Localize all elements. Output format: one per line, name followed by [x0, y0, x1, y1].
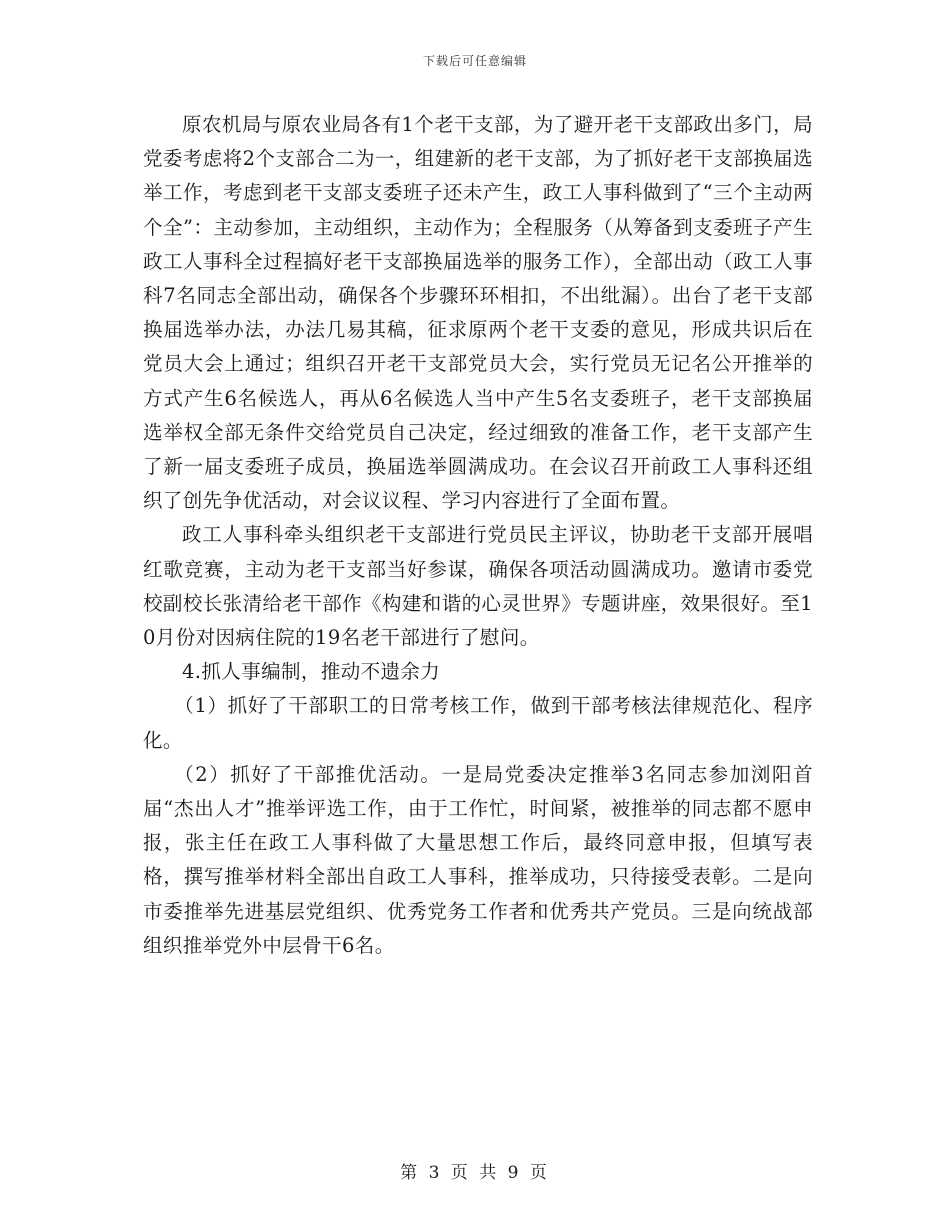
- page-number: 第 3 页 共 9 页: [400, 1163, 550, 1183]
- paragraph-old-cadre-activities: 政工人事科牵头组织老干支部进行党员民主评议，协助老干支部开展唱红歌竞赛，主动为老干支部当好参谋，确保各项活动圆满成功。邀请市委党校副校长张清给老干部作《构建和谐的心灵世界》专题讲座，效果很好。至10月份对因病住院的19名老干部进行了慰问。: [143, 523, 813, 650]
- paragraph-old-cadre-branch-election: 原农机局与原农业局各有1个老干支部，为了避开老干支部政出多门，局党委考虑将2个支部合二为一，组建新的老干支部，为了抓好老干支部换届选举工作，考虑到老干支部支委班子还未产生，政工人事科做到了“三个主动两个全”：主动参加，主动组织，主动作为；全程服务（从筹备到支委班子产生政工人事科全过程搞好老干支部换届选举的服务工作），全部出动（政工人事科7名同志全部出动，确保各个步骤环环相扣，不出纰漏）。出台了老干支部换届选举办法，办法几易其稿，征求原两个老干支委的意见，形成共识后在党员大会上通过；组织召开老干支部党员大会，实行党员无记名公开推举的方式产生6名候选人，再从6名候选人当中产生5名支委班子，老干支部换届选举权全部无条件交给党员自己决定，经过细致的准备工作，老干支部产生了新一届支委班子成员，换届选举圆满成功。在会议召开前政工人事科还组织了创先争优活动，对会议议程、学习内容进行了全面布置。: [143, 113, 813, 513]
- document-body: [143, 108, 813, 963]
- paragraph-item-2-recommendation: （2）抓好了干部推优活动。一是局党委决定推举3名同志参加浏阳首届“杰出人才”推举评选工作，由于工作忙，时间紧，被推举的同志都不愿申报，张主任在政工人事科做了大量思想工作后，最终同意申报，但填写表格，撰写推举材料全部出自政工人事科，推举成功，只待接受表彰。二是向市委推举先进基层党组织、优秀党务工作者和优秀共产党员。三是向统战部组织推举党外中层骨干6名。: [143, 762, 813, 957]
- paragraph-item-1-assessment: （1）抓好了干部职工的日常考核工作，做到干部考核法律规范化、程序化。: [143, 694, 813, 752]
- section-heading-personnel: 4.抓人事编制，推动不遗余力: [182, 660, 441, 684]
- header-note: 下载后可任意编辑: [422, 54, 527, 68]
